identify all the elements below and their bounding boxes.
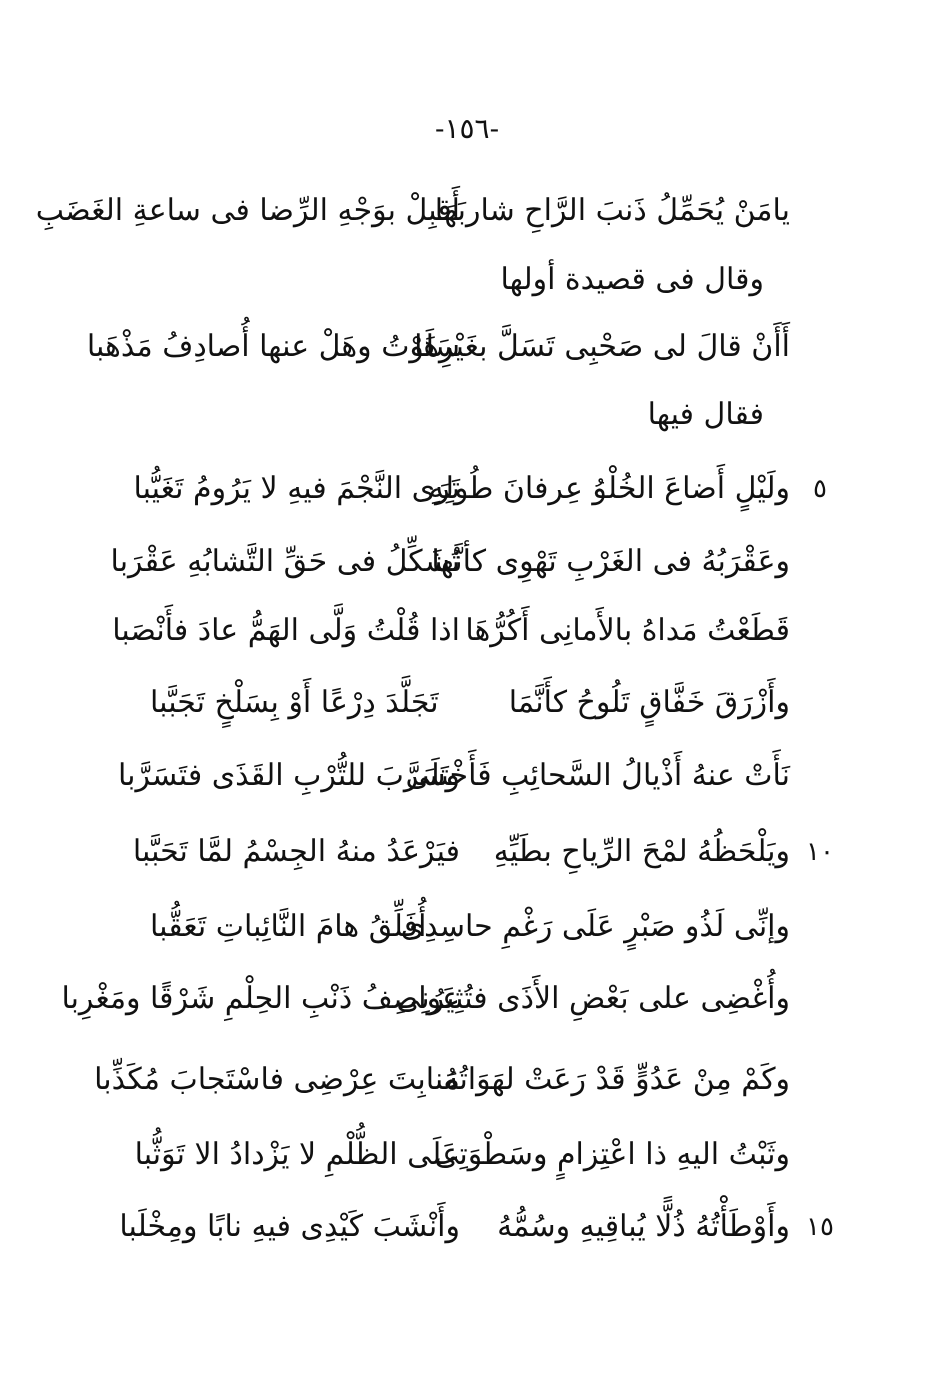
section-heading: وقال فى قصيدة أولها	[500, 262, 764, 297]
verse-second-hemistich: تُشَكِّلُ فى حَقِّ التَّشابُهِ عَقْرَبا	[110, 544, 460, 579]
verse-second-hemistich: تَرَى النَّجْمَ فيهِ لا يَرُومُ تَغَيُّبا	[133, 471, 460, 506]
verse-second-hemistich: مَنابِتَ عِرْضِى فاسْتَجابَ مُكَذِّبا	[94, 1062, 460, 1097]
verse-first-hemistich: وثَبْتُ اليهِ ذا اعْتِزامٍ وسَطْوَتِى	[434, 1137, 790, 1172]
page-number: -١٥٦-	[434, 112, 500, 145]
verse-first-hemistich: قَطَعْتُ مَداهُ بالأَمانِى أَكُرُّهَا	[465, 613, 790, 648]
verse-line	[132, 824, 790, 880]
verse-first-hemistich: وأَزْرَقَ خَفَّاقٍ تَلُوحُ كأَنَّمَا	[508, 685, 790, 720]
verse-line	[112, 603, 790, 659]
verse-line	[94, 1052, 790, 1108]
verse-second-hemistich: فيَرْعَدُ منهُ الجِسْمُ لمَّا تَحَبَّبا	[132, 834, 460, 869]
verse-number: ٥	[813, 474, 827, 504]
verse-line	[35, 183, 790, 239]
verse-line	[61, 971, 790, 1027]
section-heading: فقال فيها	[647, 397, 764, 432]
verse-line	[150, 675, 790, 731]
verse-second-hemistich: عَلَى الظُّلْمِ لا يَزْدادُ الا تَوَثُّبا	[134, 1137, 460, 1172]
verse-number: ١٠	[806, 837, 834, 867]
verse-line	[134, 1127, 790, 1183]
verse-second-hemistich: أُفَلِّقُ هامَ النَّائِباتِ تَعَقُّبا	[150, 909, 427, 944]
verse-first-hemistich: وكَمْ مِنْ عَدُوٍّ قَدْ رَعَتْ لهَوَاتُهُ	[443, 1062, 790, 1097]
verse-second-hemistich: وسَرَّبَ للتُّرْبِ القَذَى فتَسَرَّبا	[117, 758, 460, 793]
verse-second-hemistich: سَلَوْتُ وهَلْ عنها أُصادِفُ مَذْهَبا	[86, 329, 460, 364]
verse-line	[150, 899, 790, 955]
verse-second-hemistich: تَجَلَّدَ دِرْعًا أَوْ بِسَلْخٍ تَجَبَّبا	[150, 685, 439, 720]
verse-line	[119, 1199, 790, 1255]
verse-first-hemistich: نَأَتْ عنهُ أَذْيالُ السَّحائِبِ فَأَخْتَلَى	[405, 758, 790, 793]
verse-first-hemistich: أَأَنْ قالَ لى صَحْبِى تَسَلَّ بغَيْرِهَا	[414, 329, 790, 364]
verse-number: ١٥	[806, 1212, 834, 1242]
verse-second-hemistich: اذا قُلْتُ وَلَّى الهَمُّ عادَ فأَنْصَبا	[112, 613, 460, 648]
verse-first-hemistich: ويَلْحَظُهُ لمْحَ الرِّياحِ بطَيِّهِ	[493, 834, 790, 869]
verse-first-hemistich: وأُغْضِى على بَعْضِ الأَذَى فتُثِيرُنِى	[396, 981, 790, 1016]
verse-first-hemistich: يامَنْ يُحَمِّلُ ذَنبَ الرَّاحِ شاربَهَا	[434, 193, 790, 228]
verse-second-hemistich: أَقبِلْ بوَجْهِ الرِّضا فى ساعةِ الغَضَبِ	[35, 193, 460, 228]
verse-line	[110, 534, 790, 590]
verse-first-hemistich: وإنِّى لَذُو صَبْرٍ عَلَى رَغْمِ حاسِدِى	[400, 909, 790, 944]
verse-line	[117, 748, 790, 804]
verse-line	[133, 461, 790, 517]
verse-line	[86, 319, 790, 375]
verse-second-hemistich: وأَنْشَبَ كَيْدِى فيهِ نابًا ومِخْلَبا	[119, 1209, 460, 1244]
verse-first-hemistich: وأَوْطَأْتُهُ ذُلًّا يُباقِيهِ وسُمُّهُ	[497, 1209, 790, 1244]
verse-second-hemistich: عَواصِفُ ذَنْبِ الحِلْمِ شَرْقًا ومَغْرِبا	[61, 981, 460, 1016]
verse-first-hemistich: ولَيْلٍ أَضاعَ الخُلْوُ عِرفانَ طُولِهِ	[428, 471, 790, 506]
verse-first-hemistich: وعَقْرَبُهُ فى الغَرْبِ تَهْوِى كأنَّها	[431, 544, 790, 579]
